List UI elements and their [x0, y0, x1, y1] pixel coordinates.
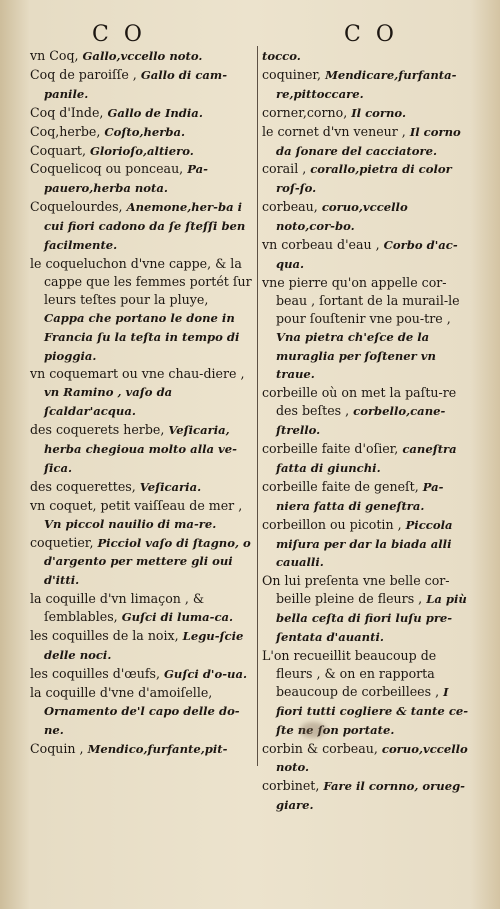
italian-translation: Il corno da ſonare del cacciatore.: [276, 124, 461, 158]
dictionary-entry: [262, 572, 470, 647]
italian-translation: La più bella ceſta di fiori luſu pre-ſentata d'auanti.: [276, 592, 467, 645]
dictionary-entry: [262, 478, 470, 516]
dictionary-entry: [30, 665, 252, 684]
italian-translation: Cappa che portano le done in Francia ſu la teſta in tempo di pioggia.: [44, 310, 240, 363]
french-term: vn coquet, petit vaiſſeau de mer ,: [30, 497, 243, 513]
italian-translation: tocco.: [262, 49, 301, 63]
italian-translation: Vna pietra ch'eſce de la muraglia per ſoſtener vn traue.: [276, 329, 436, 382]
italian-translation: Piccola miſura per dar la biada alli caualli.: [276, 517, 453, 570]
italian-translation: Mendico,furfante,pit-: [87, 741, 228, 756]
italian-translation: Gallo,vccello noto.: [82, 49, 203, 63]
french-term: les coquilles d'œufs,: [30, 665, 160, 681]
dictionary-entry: [262, 440, 470, 478]
french-term: vn Coq,: [30, 48, 79, 63]
dictionary-entry: [30, 590, 252, 627]
italian-translation: coruo,vccello noto.: [276, 741, 468, 775]
dictionary-entry: [30, 66, 252, 104]
french-term: des coquerettes,: [30, 478, 136, 494]
italian-translation: Fare il cornno, orueg-giare.: [276, 779, 465, 813]
french-term: la coquille d'vn limaçon , & ſemblables,: [30, 591, 205, 625]
italian-translation: caneſtra fatta di giunchi.: [276, 442, 457, 475]
dictionary-entry: [262, 160, 470, 198]
italian-translation: Mendicare,furfanta-re,pittoccare.: [276, 67, 457, 101]
ink-stain: [300, 722, 326, 738]
column-divider: [257, 46, 258, 766]
italian-translation: Veſicaria.: [139, 479, 202, 494]
french-term: corbeillon ou picotin ,: [262, 516, 402, 532]
french-term: le cornet d'vn veneur ,: [262, 123, 406, 139]
french-term: corner,corno,: [262, 104, 348, 120]
french-term: la coquille d'vne d'amoiſelle,: [30, 684, 213, 700]
dictionary-entry: [30, 104, 252, 123]
french-term: corail ,: [262, 161, 307, 177]
french-term: vne pierre qu'on appelle cor-beau , ſortant de la murail-le pour ſouſtenir vne pou-tre ,: [262, 274, 460, 326]
left-column: [30, 47, 252, 758]
dictionary-entry: [262, 274, 470, 384]
french-term: vn coquemart ou vne chau-diere ,: [30, 366, 245, 382]
dictionary-entry: [262, 236, 470, 274]
dictionary-entry: [262, 104, 470, 123]
italian-translation: Veſicaria, herba chegioua molto alla ve-ſica.: [44, 423, 237, 475]
italian-translation: I fiori tutti cogliere & tante ce-ſte ne ſon portate.: [276, 684, 469, 737]
dictionary-entry: [30, 534, 252, 591]
italian-translation: Ornamento de'l capo delle do-ne.: [44, 703, 240, 737]
french-term: Coquart,: [30, 142, 86, 158]
italian-translation: Gallo de India.: [107, 105, 203, 120]
italian-translation: Picciol vaſo di ſtagno, o d'argento per mettere gli oui d'itti.: [44, 535, 251, 588]
dictionary-entry: [262, 384, 470, 440]
dictionary-entry: [30, 740, 252, 759]
french-term: Coquin ,: [30, 740, 84, 756]
italian-translation: Anemone,her-ba i cui fiori cadono da ſe ſteſſi ben facilmente.: [44, 200, 246, 253]
french-term: Coq de paroiſſe ,: [30, 66, 137, 82]
italian-translation: Legu-ſcie delle noci.: [44, 629, 244, 662]
dictionary-entry: [262, 740, 470, 778]
french-term: vn corbeau d'eau ,: [262, 237, 380, 253]
dictionary-entry: [262, 516, 470, 573]
dictionary-entry: [30, 684, 252, 740]
dictionary-entry: [30, 198, 252, 255]
italian-translation: Pa-pauero,herba nota.: [44, 162, 208, 196]
dictionary-entry: [262, 47, 470, 66]
dictionary-entry: [262, 198, 470, 236]
french-term: Coquelourdes,: [30, 199, 123, 215]
dictionary-entry: [30, 365, 252, 421]
dictionary-entry: [262, 777, 470, 815]
french-term: corbin & corbeau,: [262, 740, 378, 756]
dictionary-entry: [30, 255, 252, 365]
french-term: corbeille faite d'oſier,: [262, 441, 399, 457]
right-column: [262, 47, 470, 815]
italian-translation: Vn piccol nauilio di ma-re.: [44, 516, 217, 531]
french-term: corbinet,: [262, 778, 320, 794]
italian-translation: Coſto,herba.: [104, 124, 186, 139]
italian-translation: vn Ramino , vaſo da ſcaldar'acqua.: [44, 385, 173, 419]
running-header: [0, 22, 500, 48]
dictionary-entry: [262, 123, 470, 161]
french-term: Coq,herbe,: [30, 123, 101, 139]
french-term: Coquelicoq ou ponceau,: [30, 161, 184, 177]
italian-translation: Glorioſo,altiero.: [90, 143, 194, 158]
french-term: coquiner,: [262, 66, 322, 82]
french-term: corbeau,: [262, 199, 318, 215]
italian-translation: coruo,vccello noto,cor-bo.: [276, 200, 408, 234]
french-term: corbeille où on met la paſtu-re des beſtes ,: [262, 385, 457, 419]
italian-translation: Il corno.: [351, 105, 406, 120]
italian-translation: Guſci di luma-ca.: [121, 610, 234, 625]
italian-translation: Guſci d'o-ua.: [164, 666, 247, 681]
french-term: des coquerets herbe,: [30, 422, 165, 438]
dictionary-entry: [30, 142, 252, 161]
dictionary-entry: [30, 478, 252, 497]
french-term: les coquilles de la noix,: [30, 628, 179, 644]
dictionary-entry: [30, 627, 252, 665]
french-term: le coqueluchon d'vne cappe, & la cappe que les femmes portét ſur leurs teſtes pour la pluye,: [30, 255, 252, 307]
dictionary-entry: [30, 47, 252, 66]
italian-translation: Corbo d'ac-qua.: [276, 238, 458, 271]
dictionary-entry: [30, 497, 252, 534]
french-term: L'on recueillit beaucoup de fleurs , & on en rapporta beaucoup de corbeillees ,: [262, 648, 440, 699]
dictionary-entry: [262, 66, 470, 104]
dictionary-entry: [262, 647, 470, 740]
french-term: corbeille faite de geneſt,: [262, 478, 419, 494]
french-term: On lui preſenta vne belle cor-beille pleine de fleurs ,: [262, 573, 450, 607]
italian-translation: corbello,cane-ſtrello.: [276, 404, 446, 438]
italian-translation: Gallo di cam-panile.: [44, 67, 228, 101]
italian-translation: Pa-niera fatta di geneſtra.: [276, 479, 444, 513]
dictionary-entry: [30, 421, 252, 478]
french-term: Coq d'Inde,: [30, 104, 104, 120]
header-right: C O: [344, 22, 398, 47]
french-term: coquetier,: [30, 534, 94, 550]
header-left: C O: [92, 22, 146, 47]
dictionary-entry: [30, 123, 252, 142]
dictionary-entry: [30, 160, 252, 198]
italian-translation: corallo,pietra di color roſ-ſo.: [276, 162, 452, 196]
